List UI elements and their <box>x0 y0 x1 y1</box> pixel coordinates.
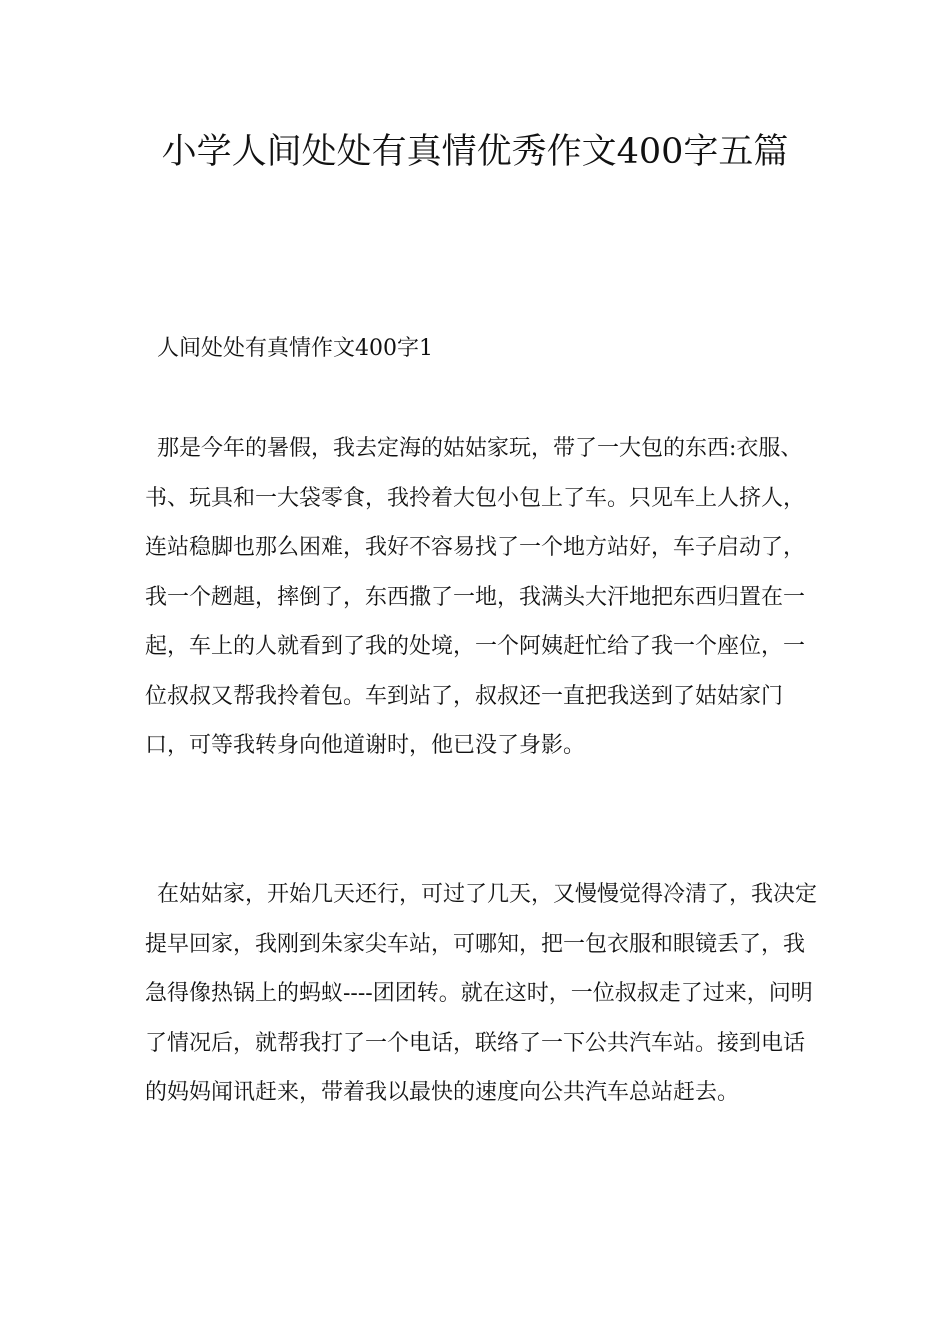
document-title: 小学人间处处有真情优秀作文400字五篇 <box>161 132 789 172</box>
section-heading: 人间处处有真情作文400字1 <box>157 336 433 361</box>
paragraph-1: 那是今年的暑假，我去定海的姑姑家玩，带了一大包的东西:衣服、书、玩具和一大袋零食，我拎着大包小包上了车。只见车上人挤人，连站稳脚也那么困难，我好不容易找了一个地方站好，车子启动了，我一个趔趄，摔倒了，东西撒了一地，我满头大汗地把东西归置在一起，车上的人就看到了我的处境，一个阿姨赶忙给了我一个座位，一位叔叔又帮我拎着包。车到站了，叔叔还一直把我送到了姑姑家门口，可等我转身向他道谢时，他已没了身影。 <box>145 436 806 758</box>
paragraph-2: 在姑姑家，开始几天还行，可过了几天，又慢慢觉得冷清了，我决定提早回家，我刚到朱家尖车站，可哪知，把一包衣服和眼镜丢了，我急得像热锅上的蚂蚁----团团转。就在这时，一位叔叔走了过来，问明了情况后，就帮我打了一个电话，联络了一下公共汽车站。接到电话的妈妈闻讯赶来，带着我以最快的速度向公共汽车总站赶去。 <box>145 882 818 1105</box>
